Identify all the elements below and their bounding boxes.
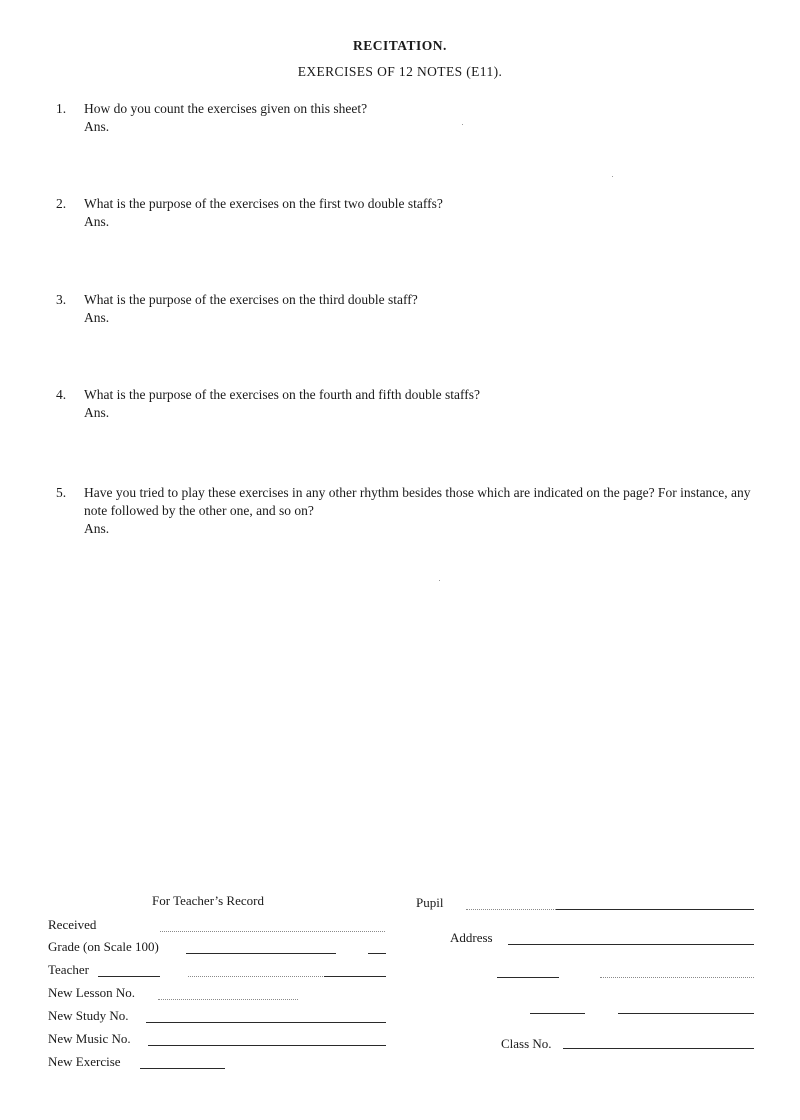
- scan-speck: [462, 124, 463, 125]
- scan-speck: [439, 580, 440, 581]
- teacher-line-end: [324, 976, 386, 977]
- question-number: 1.: [56, 101, 67, 116]
- new-lesson-line[interactable]: [158, 999, 298, 1000]
- field-label: New Study No.: [48, 1008, 129, 1023]
- class-number-label: Class No.: [501, 1036, 552, 1051]
- record-teacher: [48, 962, 388, 980]
- teacher-line[interactable]: [98, 976, 160, 977]
- address-line-1[interactable]: [508, 944, 754, 945]
- record-new-music: [48, 1031, 388, 1049]
- field-label: Teacher: [48, 962, 89, 977]
- address-line-2a[interactable]: [497, 977, 559, 978]
- address-label: Address: [450, 930, 493, 945]
- question-text: What is the purpose of the exercises on the first two double staffs?: [84, 196, 443, 211]
- question-number: 4.: [56, 387, 67, 402]
- record-new-exercise: [48, 1054, 388, 1072]
- field-label: New Lesson No.: [48, 985, 136, 1000]
- pupil-label: Pupil: [416, 895, 444, 910]
- grade-line[interactable]: [186, 953, 336, 954]
- record-grade: [48, 939, 388, 957]
- answer-label: Ans.: [84, 214, 110, 229]
- field-label: New Music No.: [48, 1031, 131, 1046]
- teacher-record-title: For Teacher’s Record: [152, 893, 264, 908]
- record-new-study: [48, 1008, 388, 1026]
- answer-label: Ans.: [84, 310, 110, 325]
- address-line-2b: [600, 977, 754, 978]
- scan-speck: [612, 176, 613, 177]
- answer-label: Ans.: [84, 119, 110, 134]
- field-label: New Exercise: [48, 1054, 121, 1069]
- question-text: How do you count the exercises given on this sheet?: [84, 101, 368, 116]
- address-line-3a[interactable]: [530, 1013, 585, 1014]
- new-study-line[interactable]: [146, 1022, 386, 1023]
- question-number: 5.: [56, 485, 67, 500]
- field-label: Received: [48, 917, 97, 932]
- question-text: Have you tried to play these exercises in any other rhythm besides those which are indicated on the page? For instance, any note followed by the other one, and so on?: [84, 485, 751, 518]
- pupil-line-dots: [466, 909, 556, 910]
- question-text: What is the purpose of the exercises on the third double staff?: [84, 292, 418, 307]
- teacher-line-dots: [188, 976, 323, 977]
- new-music-line[interactable]: [148, 1045, 386, 1046]
- question-number: 3.: [56, 292, 67, 307]
- new-exercise-line[interactable]: [140, 1068, 225, 1069]
- answer-label: Ans.: [84, 405, 110, 420]
- class-number-line[interactable]: [563, 1048, 754, 1049]
- address-line-3b: [618, 1013, 754, 1014]
- question-number: 2.: [56, 196, 67, 211]
- grade-line-end: [368, 953, 386, 954]
- field-label: Grade (on Scale 100): [48, 939, 159, 954]
- question-text: What is the purpose of the exercises on the fourth and fifth double staffs?: [84, 387, 481, 402]
- pupil-line[interactable]: [556, 909, 754, 910]
- page-subtitle: EXERCISES OF 12 NOTES (E11).: [297, 64, 503, 79]
- record-received: [48, 917, 388, 935]
- page-title: RECITATION.: [353, 38, 447, 53]
- record-new-lesson: [48, 985, 388, 1003]
- received-line[interactable]: [160, 931, 385, 932]
- answer-label: Ans.: [84, 521, 110, 536]
